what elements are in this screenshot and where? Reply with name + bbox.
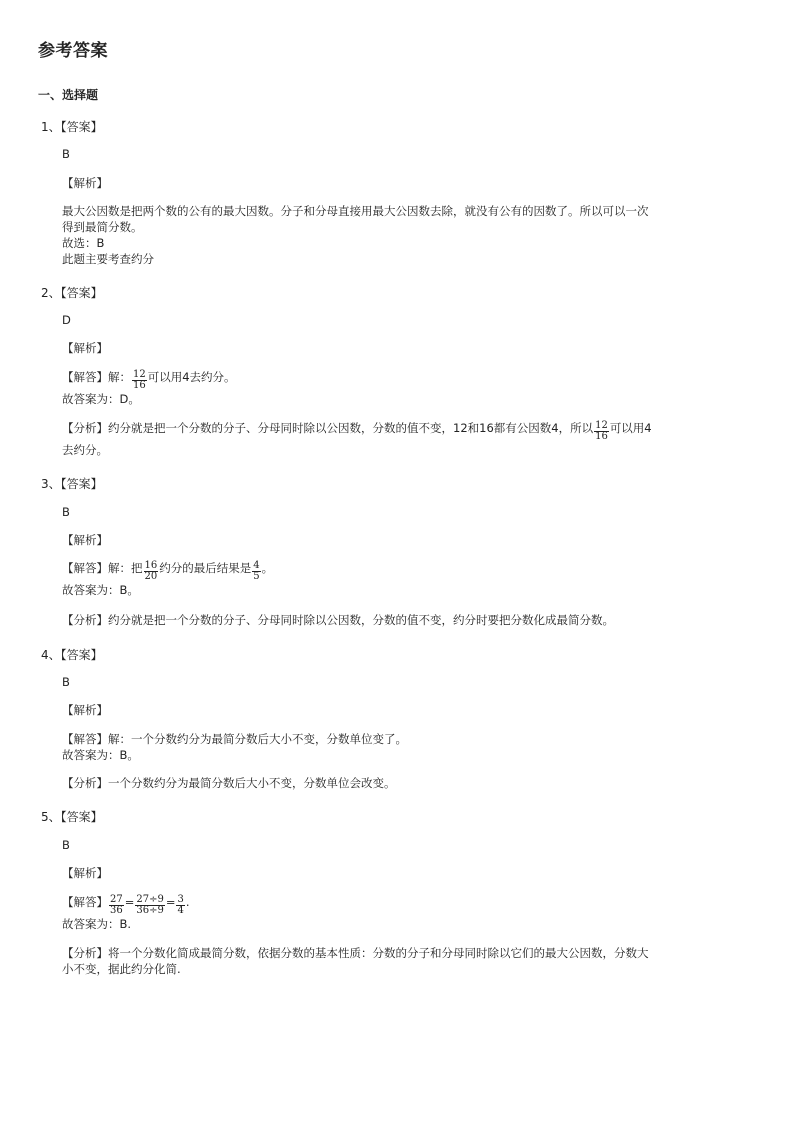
fraction: $\frac{4}{5}$ [253,560,260,582]
question-3-analysis-label: 【解析】 [62,533,108,547]
question-1-analysis: 最大公因数是把两个数的公有的最大因数。分子和分母直接用最大公因数去除，就没有公有的因数了。所以可以一次 得到最简分数。 故选：B 此题主要考查约分 [62,204,649,266]
fraction: $\frac{3}{4}$ [177,894,184,916]
fraction: $\frac{16}{20}$ [144,560,158,582]
page-title: 参考答案 [38,41,108,61]
question-4-analysis: 【分析】一个分数约分为最简分数后大小不变，分数单位会改变。 [62,776,396,790]
question-1-answer: B [62,147,70,161]
question-2-label: 2、【答案】 [41,286,103,300]
question-2-analysis-label: 【解析】 [62,341,108,355]
fraction: $\frac{12}{16}$ [133,369,146,391]
fraction: $\frac{27\div 9}{36\div 9}$ [136,894,164,916]
question-3-answer: B [62,505,70,519]
fraction: $\frac{27}{36}$ [110,894,123,916]
question-2-analysis: 【分析】约分就是把一个分数的分子、分母同时除以公因数，分数的值不变，12和16都有公因数4，所以 $\frac{12}{16}$ 可以用4 去约分。 [62,420,652,457]
question-4-analysis-label: 【解析】 [62,703,108,717]
fraction: $\frac{12}{16}$ [595,420,608,442]
question-1-label: 1、【答案】 [41,120,103,134]
section-heading: 一、选择题 [38,88,99,102]
question-5-analysis-label: 【解析】 [62,866,108,880]
question-3-solution: 【解答】解：把 $\frac{16}{20}$ 约分的最后结果是 $\frac{4}{5}$ 。 故答案为：B。 [62,560,274,597]
question-5-solution: 【解答】 $\frac{27}{36}$ = $\frac{27\div 9}{36\div 9}$ = $\frac{3}{4}$ . 故答案为：B. [62,894,190,931]
question-1-analysis-label: 【解析】 [62,176,108,190]
question-3-label: 3、【答案】 [41,477,103,491]
question-4-label: 4、【答案】 [41,648,103,662]
question-5-answer: B [62,838,70,852]
question-5-analysis: 【分析】将一个分数化简成最简分数，依据分数的基本性质：分数的分子和分母同时除以它们的最大公因数，分数大 小不变，据此约分化简. [62,946,649,976]
question-2-solution: 【解答】解： $\frac{12}{16}$ 可以用4去约分。 故答案为：D。 [62,369,236,406]
question-4-answer: B [62,675,70,689]
question-4-solution: 【解答】解：一个分数约分为最简分数后大小不变，分数单位变了。 故答案为：B。 [62,732,407,762]
question-2-answer: D [62,313,71,327]
question-5-label: 5、【答案】 [41,810,103,824]
question-3-analysis: 【分析】约分就是把一个分数的分子、分母同时除以公因数，分数的值不变，约分时要把分数化成最简分数。 [62,613,614,627]
